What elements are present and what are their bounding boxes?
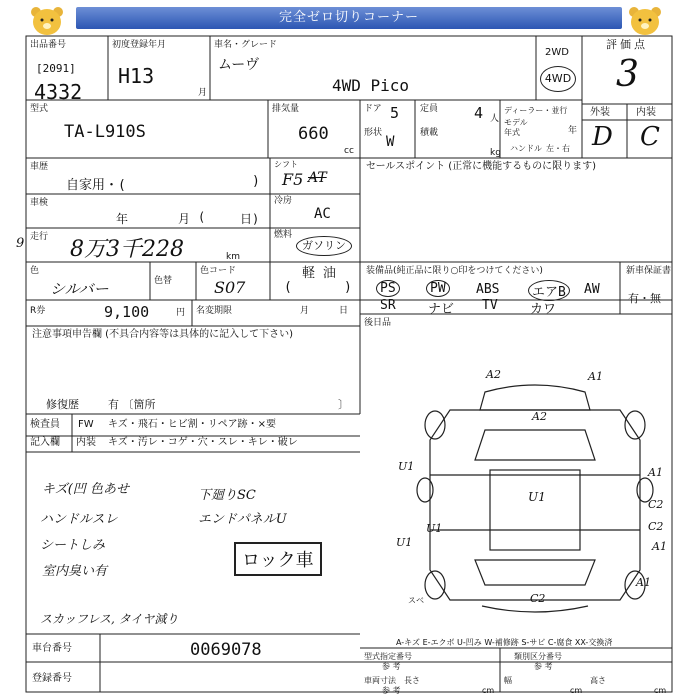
fuel-diesel: 軽 油 — [302, 266, 336, 281]
equip-airbag: エアB — [528, 280, 570, 301]
score-interior-label: 内装 — [636, 107, 656, 118]
car-name-label: 車名・グレード — [214, 40, 278, 50]
score-exterior: D — [592, 122, 613, 152]
equip-navi: ナビ — [428, 302, 455, 317]
class-ref: 参 考 — [534, 662, 553, 671]
price-label: R券 — [30, 306, 46, 316]
dealer-label: ディーラー・並行 — [504, 106, 568, 115]
doors-label: ドア — [364, 104, 382, 114]
load-unit: kg — [490, 148, 501, 158]
price-unit: 円 — [176, 308, 186, 318]
first-reg-label: 初度登録年月 — [112, 40, 167, 50]
registration-label: 登録番号 — [32, 673, 72, 684]
damage-mark: A1 — [648, 466, 663, 479]
model-label: 型式 — [30, 104, 49, 114]
equip-ps: PS — [376, 280, 400, 297]
inspector-row2: キズ・汚レ・コゲ・穴・スレ・キレ・破レ — [108, 437, 298, 448]
fuel-open: ( — [284, 280, 292, 295]
history-label: 車歴 — [30, 162, 49, 172]
damage-mark: A2 — [532, 410, 547, 423]
score-value: 3 — [616, 54, 639, 95]
equip-abs: ABS — [476, 282, 500, 297]
damage-mark: スベ — [408, 596, 424, 605]
inspector-interior: 内装 — [76, 437, 96, 448]
load-label: 積載 — [420, 128, 439, 138]
score-exterior-label: 外装 — [590, 107, 610, 118]
color-label: 色 — [30, 266, 40, 276]
chassis-label: 車台番号 — [32, 643, 72, 654]
entry-label: 記入欄 — [30, 437, 60, 448]
history-close: ) — [252, 174, 260, 189]
chassis-value: 0069078 — [190, 640, 262, 660]
displacement-unit: cc — [344, 146, 354, 156]
ac-label: 冷房 — [274, 196, 293, 206]
damage-mark: A1 — [636, 576, 651, 589]
hand-note: スカッフレス, タイヤ減り — [40, 612, 179, 626]
shift-label: シフト — [274, 160, 298, 169]
damage-mark: C2 — [648, 498, 664, 511]
displacement-value: 660 — [298, 124, 329, 144]
damage-mark: A1 — [588, 370, 603, 383]
history-value: 自家用・( — [66, 178, 126, 193]
damage-mark: C2 — [530, 592, 546, 605]
color-change-label: 色替 — [154, 276, 173, 286]
model-year-unit: 年 — [568, 126, 578, 136]
equip-sr: SR — [380, 298, 396, 313]
car-name: ムーヴ — [218, 57, 260, 73]
size-length-label: 長さ — [404, 676, 420, 685]
hand-note: 下廻りSC — [198, 488, 256, 503]
handle-label: ハンドル — [510, 144, 542, 153]
rear-seat-label: 後日品 — [364, 318, 392, 328]
first-reg-month-unit: 月 — [198, 88, 208, 98]
inspection-month-unit: 月 — [178, 212, 191, 226]
hand-note: 室内臭い有 — [42, 564, 108, 579]
displacement-label: 排気量 — [272, 104, 300, 114]
shape-value: W — [386, 134, 395, 150]
size-width-unit: cm — [570, 686, 583, 695]
size-length-unit: cm — [482, 686, 495, 695]
shift-value: F5 — [282, 170, 304, 189]
recycle-label: 新車保証書 — [626, 266, 672, 276]
mileage-value: 8万3千228 — [70, 237, 184, 262]
equip-tv: TV — [482, 298, 498, 313]
equip-aw: AW — [584, 282, 600, 297]
lot-label: 出品番号 — [30, 40, 67, 50]
equip-leather: カワ — [530, 302, 557, 317]
model-value: TA-L910S — [64, 122, 146, 142]
inspector-fw: FW — [78, 419, 94, 430]
size-height-label: 高さ — [590, 676, 606, 685]
lock-stamp: ロック車 — [234, 542, 322, 576]
inspector-row1: キズ・飛石・ヒビ割・リペア跡・×要 — [108, 419, 276, 430]
mileage-unit: km — [226, 252, 240, 262]
tax-deadline-label: 名変期限 — [196, 306, 233, 316]
equip-pw: PW — [426, 280, 450, 297]
score-interior: C — [640, 122, 660, 152]
capacity-value: 4 — [474, 104, 484, 122]
fuel-close: ) — [344, 280, 352, 295]
recycle-value: 有・無 — [628, 292, 661, 305]
mileage-label: 走行 — [30, 232, 49, 242]
repair-value: 有 〔箇所 — [108, 398, 156, 411]
damage-mark: C2 — [648, 520, 664, 533]
ac-value: AC — [314, 206, 331, 222]
equipment-label: 装備品(純正品に限り○印をつけてください) — [366, 266, 543, 276]
drive-2wd-label: 2WD — [545, 47, 569, 58]
notes-label: 注意事項申告欄 (不具合内容等は具体的に記入して下さい) — [32, 329, 293, 340]
hand-note: エンドパネルU — [198, 512, 287, 527]
damage-mark: A1 — [652, 540, 667, 553]
mileage-prefix: 9 — [16, 236, 25, 251]
repair-label: 修復歴 — [46, 398, 79, 411]
doors-value: 5 — [390, 104, 400, 122]
color-code-label: 色コード — [200, 266, 237, 276]
first-reg-value: H13 — [118, 64, 155, 88]
lot-sub-code: [2091] — [36, 62, 76, 75]
size-label: 車両寸法 — [364, 676, 396, 685]
damage-mark: U1 — [398, 460, 415, 473]
hand-note: ハンドルスレ — [40, 512, 118, 527]
tax-deadline-unit: 月日 — [300, 306, 379, 316]
price-value: 9,100 — [104, 303, 150, 321]
color-value: シルバー — [50, 280, 109, 298]
damage-legend: A-キズ E-エクボ U-凹み W-補修跡 S-サビ C-腐食 XX-交換済 — [396, 638, 613, 647]
drive-4wd-circled: 4WD — [540, 66, 576, 92]
inspection-day-unit: 日) — [240, 212, 260, 226]
sales-point-label: セールスポイント (正常に機能するものに限ります) — [366, 161, 597, 172]
capacity-unit: 人 — [490, 114, 500, 124]
inspector-label: 検査員 — [30, 419, 60, 430]
capacity-label: 定員 — [420, 104, 439, 114]
repair-close: 〕 — [338, 398, 349, 411]
pref-label: 型式指定番号 — [364, 652, 412, 661]
damage-mark: U1 — [396, 536, 413, 549]
pref-ref: 参 考 — [382, 662, 401, 671]
car-grade: 4WD Pico — [332, 76, 410, 95]
hand-note: キズ(凹 色あせ — [42, 482, 129, 497]
size-height-unit: cm — [654, 686, 667, 695]
fuel-label: 燃料 — [274, 230, 293, 240]
score-label: 評価点 — [606, 38, 648, 51]
damage-mark: U1 — [528, 490, 546, 504]
size-ref: 参 考 — [382, 686, 401, 695]
color-code: S07 — [214, 278, 246, 297]
inspection-year-unit: 年 — [116, 212, 129, 226]
damage-mark: U1 — [426, 522, 443, 535]
model-year-label: モデル年式 — [504, 118, 528, 137]
damage-mark: A2 — [486, 368, 501, 381]
class-label: 類別区分番号 — [514, 652, 562, 661]
lot-number: 4332 — [34, 80, 83, 104]
shape-label: 形状 — [364, 128, 383, 138]
handle-value: 左・右 — [546, 144, 570, 153]
inspection-open: ( — [198, 210, 206, 224]
corner-banner: 完全ゼロ切りコーナー — [76, 7, 622, 29]
hand-note: シートしみ — [40, 538, 106, 553]
shift-struck: AT — [308, 170, 327, 186]
inspection-label: 車検 — [30, 198, 49, 208]
fuel-gasoline-circled: ガソリン — [296, 236, 352, 256]
size-width-label: 幅 — [504, 676, 512, 685]
